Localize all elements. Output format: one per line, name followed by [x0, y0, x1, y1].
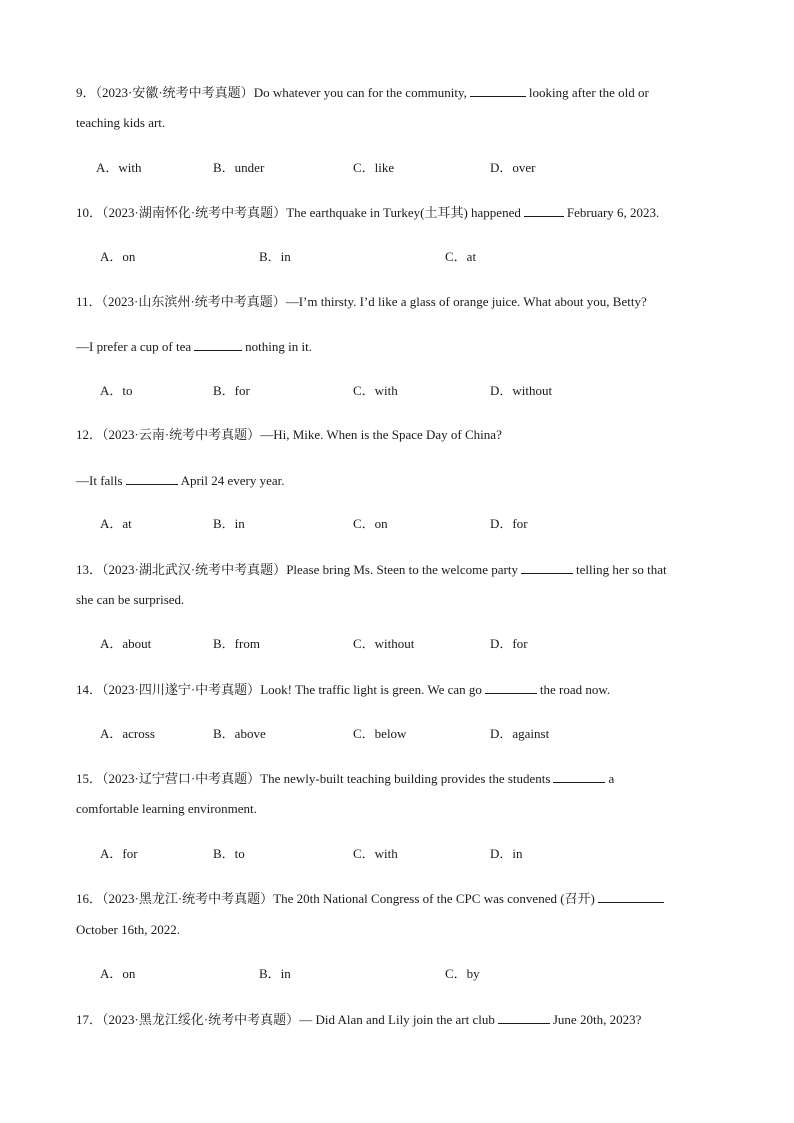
question-15-option-c: C．with: [353, 846, 398, 861]
question-9-blank: [470, 84, 526, 97]
question-12-blank: [126, 472, 178, 485]
question-12-number: 12．: [76, 427, 103, 442]
question-14-option-a: A．across: [100, 726, 155, 741]
question-15-line-1: [76, 770, 614, 787]
question-9-option-d: D．over: [490, 160, 536, 175]
question-13-option-c: C．without: [353, 636, 415, 651]
question-13-blank: [521, 561, 573, 574]
question-13-stem-before: Please bring Ms. Steen to the welcome party: [286, 562, 518, 577]
question-12-source: （2023·云南·统考中考真题）: [102, 427, 261, 442]
question-9-stem-before: Do whatever you can for the community,: [253, 85, 467, 100]
question-11-line-1: [76, 294, 647, 310]
question-9-option-a: A．with: [96, 160, 142, 175]
question-11-number: 11．: [76, 294, 102, 309]
question-16-number: 16．: [76, 891, 103, 906]
question-15-blank: [553, 770, 605, 783]
question-9-number: 9．: [76, 85, 96, 100]
question-16-line-2: October 16th, 2022.: [76, 922, 180, 937]
question-17-source: （2023·黑龙江绥化·统考中考真题）: [102, 1012, 300, 1027]
question-16-option-a: A．on: [100, 966, 136, 981]
question-14-source: （2023·四川遂宁·中考真题）: [102, 682, 261, 697]
question-11-stem-before: —I prefer a cup of tea: [76, 339, 192, 354]
question-15-option-b: B．to: [213, 846, 245, 861]
question-13-line-1: [76, 561, 667, 578]
question-11-option-b: B．for: [213, 383, 250, 398]
question-15-source: （2023·辽宁营口·中考真题）: [102, 771, 261, 786]
question-15-option-a: A．for: [100, 846, 138, 861]
question-12-line-1: [76, 427, 502, 443]
question-12-line-2: [76, 472, 285, 489]
question-11-line-2: [76, 338, 312, 355]
question-11-blank: [194, 338, 242, 351]
question-12-option-a: A．at: [100, 516, 132, 531]
question-16-stem-before: The 20th National Congress of the CPC was convened (召开): [273, 891, 595, 906]
question-13-stem-after: telling her so that: [575, 562, 667, 577]
question-15-number: 15．: [76, 771, 103, 786]
question-10-line-1: [76, 204, 659, 221]
question-16-option-b: B．in: [259, 966, 291, 981]
question-10-option-c: C．at: [445, 249, 477, 264]
question-13-number: 13．: [76, 562, 103, 577]
question-14-option-c: C．below: [353, 726, 407, 741]
question-13-line-2: she can be surprised.: [76, 592, 185, 607]
question-9-source: （2023·安徽·统考中考真题）: [95, 85, 254, 100]
question-10-number: 10．: [76, 205, 103, 220]
question-9-option-b: B．under: [213, 160, 265, 175]
question-10-stem-before: The earthquake in Turkey(土耳其) happened: [286, 205, 521, 220]
question-14-blank: [485, 681, 537, 694]
question-10-option-b: B．in: [259, 249, 291, 264]
question-13-option-a: A．about: [100, 636, 152, 651]
question-11-option-a: A．to: [100, 383, 133, 398]
question-14-stem-before: Look! The traffic light is green. We can go: [260, 682, 482, 697]
question-11-option-c: C．with: [353, 383, 398, 398]
question-14-number: 14．: [76, 682, 103, 697]
question-15-stem-after: a: [608, 771, 615, 786]
question-11-source: （2023·山东滨州·统考中考真题）: [101, 294, 286, 309]
question-10-blank: [524, 204, 564, 217]
question-12-stem-before: —It falls: [76, 473, 123, 488]
question-16-line-1: [76, 890, 667, 907]
question-17-line-1: [76, 1011, 641, 1028]
question-12-stem-after: April 24 every year.: [180, 473, 285, 488]
question-14-line-1: [76, 681, 610, 698]
question-13-source: （2023·湖北武汉·统考中考真题）: [102, 562, 287, 577]
question-12-option-c: C．on: [353, 516, 388, 531]
question-11-option-d: D．without: [490, 383, 553, 398]
question-9-stem-after: looking after the old or: [528, 85, 649, 100]
question-14-stem-after: the road now.: [539, 682, 611, 697]
question-10-option-a: A．on: [100, 249, 136, 264]
question-15-stem-before: The newly-built teaching building provides the students: [260, 771, 551, 786]
question-11-stem-line1: —I’m thirsty. I’d like a glass of orange juice. What about you, Betty?: [285, 294, 647, 309]
question-17-stem-before: — Did Alan and Lily join the art club: [299, 1012, 495, 1027]
question-17-stem-after: June 20th, 2023?: [552, 1012, 642, 1027]
question-9-line-2: teaching kids art.: [76, 115, 166, 130]
question-15-option-d: D．in: [490, 846, 523, 861]
question-16-source: （2023·黑龙江·统考中考真题）: [102, 891, 274, 906]
question-9-line-1: [76, 84, 649, 101]
question-10-source: （2023·湖南怀化·统考中考真题）: [102, 205, 287, 220]
question-13-option-b: B．from: [213, 636, 260, 651]
question-17-blank: [498, 1011, 550, 1024]
question-16-option-c: C．by: [445, 966, 480, 981]
question-11-stem-after: nothing in it.: [245, 339, 312, 354]
question-16-blank: [598, 890, 664, 903]
question-14-option-b: B．above: [213, 726, 266, 741]
question-9-option-c: C．like: [353, 160, 395, 175]
question-12-stem-line1: —Hi, Mike. When is the Space Day of China?: [260, 427, 502, 442]
question-12-option-b: B．in: [213, 516, 245, 531]
question-14-option-d: D．against: [490, 726, 550, 741]
question-13-option-d: D．for: [490, 636, 528, 651]
question-10-stem-after: February 6, 2023.: [566, 205, 660, 220]
question-15-line-2: comfortable learning environment.: [76, 801, 257, 816]
question-12-option-d: D．for: [490, 516, 528, 531]
question-17-number: 17．: [76, 1012, 103, 1027]
